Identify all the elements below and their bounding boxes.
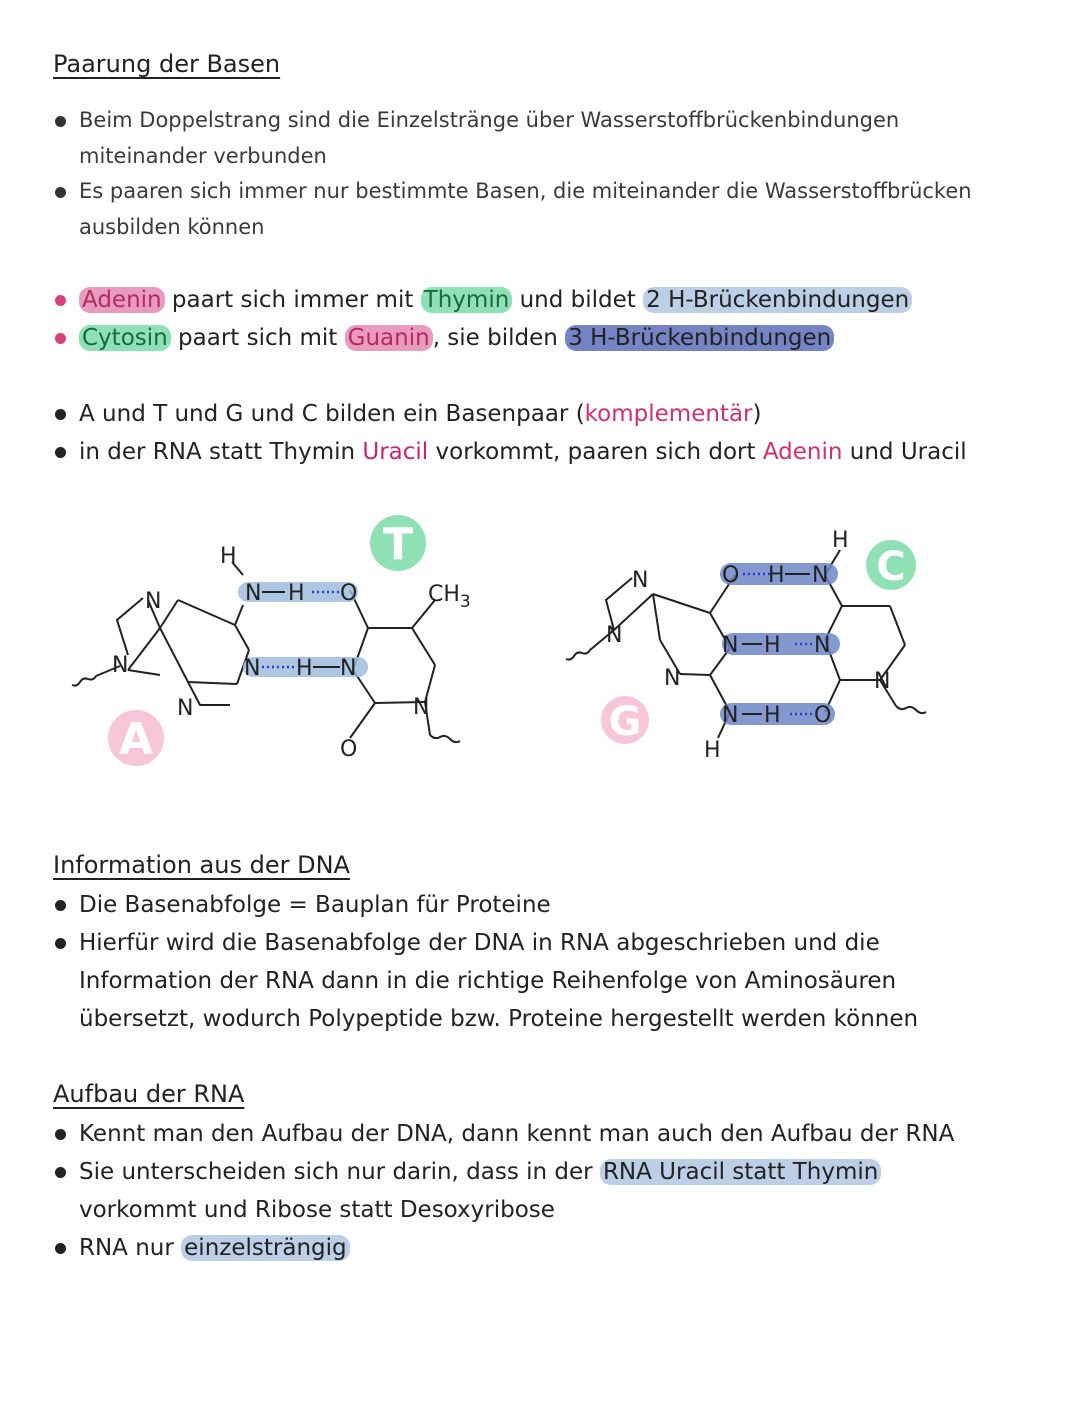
- atom-label-n: N: [664, 666, 681, 691]
- list-item-basenpaar: [53, 395, 1043, 433]
- intro-bullet-list: [53, 103, 1043, 245]
- bullet-text: Es paaren sich immer nur bestimmte Basen, die miteinander die Wasserstoffbrücken: [79, 179, 972, 203]
- atom-label-n: N: [812, 563, 829, 588]
- heading-aufbau-rna: Aufbau der RNA: [53, 1080, 245, 1108]
- list-item: [53, 174, 1043, 245]
- atom-label-h: H: [764, 633, 781, 658]
- atom-label-n: N: [874, 669, 891, 694]
- text: paart sich mit: [170, 325, 345, 351]
- list-item: [53, 924, 1043, 1038]
- bullet-text: Sie unterscheiden sich nur darin, dass in der: [79, 1159, 600, 1185]
- two-bonds-highlight: 2 H-Brückenbindungen: [643, 287, 912, 313]
- atom-label-n: N: [814, 633, 831, 658]
- pairing-list: [53, 281, 1043, 357]
- bullet-text: Beim Doppelstrang sind die Einzelstränge über Wasserstoffbrückenbindungen: [79, 108, 900, 132]
- list-item-cytosin-guanin: [53, 319, 1043, 357]
- atom-label-n: N: [606, 623, 623, 648]
- atom-label-n: N: [245, 581, 262, 606]
- bullet-text: ausbilden können: [79, 214, 265, 239]
- atom-label-n: N: [722, 703, 739, 728]
- base-pair-diagram: [0, 500, 1080, 790]
- list-item: [53, 1153, 1043, 1229]
- badge-letter: A: [118, 714, 154, 765]
- bullet-text: miteinander verbunden: [79, 143, 327, 168]
- atom-label-h: H: [764, 703, 781, 728]
- text: A und T und G und C bilden ein Basenpaar (: [79, 401, 585, 427]
- bullet-text: Hierfür wird die Basenabfolge der DNA in RNA abgeschrieben und die: [79, 930, 880, 956]
- atom-label-n: N: [632, 568, 649, 593]
- badge-letter: C: [876, 544, 906, 590]
- bullet-text: Kennt man den Aufbau der DNA, dann kennt man auch den Aufbau der RNA: [79, 1121, 955, 1147]
- text: vorkommt, paaren sich dort: [428, 439, 763, 465]
- list-item: [53, 1229, 1043, 1267]
- badge-letter: T: [382, 519, 414, 570]
- atom-label-o: O: [722, 563, 740, 588]
- base-badge-g: [601, 696, 649, 745]
- rna-uracil-highlight: RNA Uracil statt Thymin: [600, 1159, 881, 1185]
- heading-paarung: Paarung der Basen: [53, 50, 281, 78]
- rna-list: [53, 1115, 1043, 1267]
- atom-label-n: N: [112, 653, 129, 678]
- base-badge-t: [370, 515, 426, 571]
- atom-label-h: H: [832, 528, 849, 553]
- base-badge-c: [866, 540, 916, 590]
- bullet-text: übersetzt, wodurch Polypeptide bzw. Proteine hergestellt werden können: [79, 1006, 919, 1032]
- methyl-label: $CH_3$: [428, 582, 471, 612]
- bullet-text: Die Basenabfolge = Bauplan für Proteine: [79, 892, 551, 918]
- text: paart sich immer mit: [164, 287, 421, 313]
- list-item: [53, 103, 1043, 174]
- list-item: [53, 1115, 1043, 1153]
- list-item-rna-uracil: [53, 433, 1043, 471]
- komplementaer-term: komplementär: [584, 401, 753, 427]
- atom-label-n: N: [145, 589, 162, 614]
- guanin-highlight: Guanin: [345, 325, 433, 351]
- text: in der RNA statt Thymin: [79, 439, 363, 465]
- atom-label-o: O: [814, 703, 832, 728]
- bullet-text: Information der RNA dann in die richtige Reihenfolge von Aminosäuren: [79, 968, 897, 994]
- atom-label-h: H: [704, 738, 721, 763]
- atom-label-n: N: [244, 656, 261, 681]
- bullet-text: vorkommt und Ribose statt Desoxyribose: [79, 1197, 555, 1223]
- atom-label-h: H: [296, 656, 313, 681]
- atom-label-h: H: [220, 544, 237, 569]
- adenin-highlight: Adenin: [79, 287, 165, 313]
- text: und bildet: [512, 287, 644, 313]
- atom-label-n: N: [722, 633, 739, 658]
- text: und Uracil: [842, 439, 967, 465]
- uracil-term: Uracil: [362, 439, 429, 465]
- atom-label-h: H: [768, 563, 785, 588]
- text: ): [752, 401, 762, 427]
- heading-information: Information aus der DNA: [53, 851, 350, 879]
- three-bonds-highlight: 3 H-Brückenbindungen: [565, 325, 834, 351]
- text: , sie bilden: [432, 325, 566, 351]
- atom-label-h: H: [288, 581, 305, 606]
- atom-label-n: N: [340, 656, 357, 681]
- thymin-highlight: Thymin: [421, 287, 513, 313]
- rule-list: [53, 395, 1043, 471]
- base-badge-a: [108, 710, 164, 766]
- information-list: [53, 886, 1043, 1038]
- atom-label-n: N: [177, 696, 194, 721]
- atom-label-o: O: [340, 581, 358, 606]
- adenin-term: Adenin: [762, 439, 843, 465]
- list-item: [53, 886, 1043, 924]
- cytosin-highlight: Cytosin: [79, 325, 171, 351]
- atom-labels: [112, 528, 890, 763]
- einzelstraengig-highlight: einzelsträngig: [181, 1235, 349, 1261]
- bullet-text: RNA nur: [79, 1235, 182, 1261]
- badge-letter: G: [608, 699, 642, 745]
- atom-label-o: O: [340, 737, 358, 762]
- atom-label-n: N: [413, 695, 430, 720]
- list-item-adenin-thymin: [53, 281, 1043, 319]
